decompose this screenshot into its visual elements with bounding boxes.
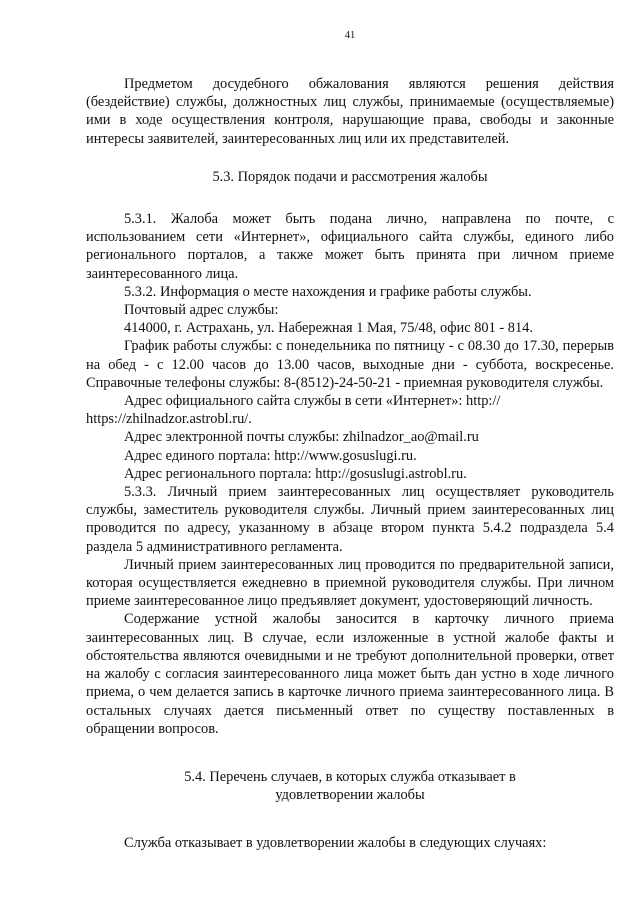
paragraph-5-3-1: 5.3.1. Жалоба может быть подана лично, направлена по почте, с использованием сети «Интернет», официального сайта службы, единого либо регионального порталов, а также может быть принята при личном приеме заинтересованного лица. (86, 211, 614, 282)
email-line: Адрес электронной почты службы: zhilnadzor_ao@mail.ru (124, 429, 479, 446)
page-number: 41 (344, 30, 356, 41)
unified-portal-line: Адрес единого портала: http://www.gosuslugi.ru. (124, 447, 417, 464)
refusal-paragraph: Служба отказывает в удовлетворении жалобы в следующих случаях: (124, 835, 547, 852)
postal-address-label: Почтовый адрес службы: (124, 302, 279, 319)
work-schedule: График работы службы: с понедельника по пятницу - с 08.30 до 17.30, перерыв на обед - с 12.00 часов до 13.00 часов, выходные дни - суббота, воскресенье. Справочные телефоны службы: 8-(8512)-24-50-21 - приемная руководителя службы. (86, 338, 614, 391)
section-heading-5-4-line1: 5.4. Перечень случаев, в которых служба отказывает в (184, 768, 516, 785)
oral-complaint-paragraph: Содержание устной жалобы заносится в карточку личного приема заинтересованных лиц. В случае, если изложенные в устной жалобе факты и обстоятельства являются очевидными и не требуют дополнительной проверки, ответ на жалобу с согласия заинтересованного лица может быть дан устно в ходе личного приема, о чем делается запись в карточке личного приема заинтересованного лица. В остальных случаях дается письменный ответ по существу поставленных в обращении вопросов. (86, 611, 614, 737)
section-heading-5-3: 5.3. Порядок подачи и рассмотрения жалобы (212, 168, 488, 185)
website-url: https://zhilnadzor.astrobl.ru/. (86, 411, 252, 428)
section-heading-5-4 (86, 768, 614, 804)
website-line: Адрес официального сайта службы в сети «Интернет»: http:// (124, 393, 501, 410)
paragraph-5-3-2: 5.3.2. Информация о месте нахождения и графике работы службы. (124, 283, 532, 300)
regional-portal-line: Адрес регионального портала: http://gosuslugi.astrobl.ru. (124, 465, 467, 482)
intro-paragraph: Предметом досудебного обжалования являются решения действия (бездействие) службы, должностных лиц службы, принимаемые (осуществляемые) ими в ходе осуществления контроля, нарушающие права, свободы и законные интересы заявителей, заинтересованных лиц или их представителей. (86, 76, 614, 147)
section-heading-5-4-line2: удовлетворении жалобы (275, 787, 425, 804)
postal-address: 414000, г. Астрахань, ул. Набережная 1 Мая, 75/48, офис 801 - 814. (124, 320, 533, 337)
personal-reception-paragraph: Личный прием заинтересованных лиц проводится по предварительной записи, которая осуществляется ежедневно в приемной руководителя службы. При личном приеме заинтересованное лицо предъявляет документ, удостоверяющий личность. (86, 556, 614, 610)
paragraph-5-3-3: 5.3.3. Личный прием заинтересованных лиц осуществляет руководитель службы, заместитель руководителя службы. Личный прием заинтересованных лиц проводится по адресу, указанному в абзаце втором пункта 5.4.2 подраздела 5.4 раздела 5 административного регламента. (86, 484, 614, 555)
